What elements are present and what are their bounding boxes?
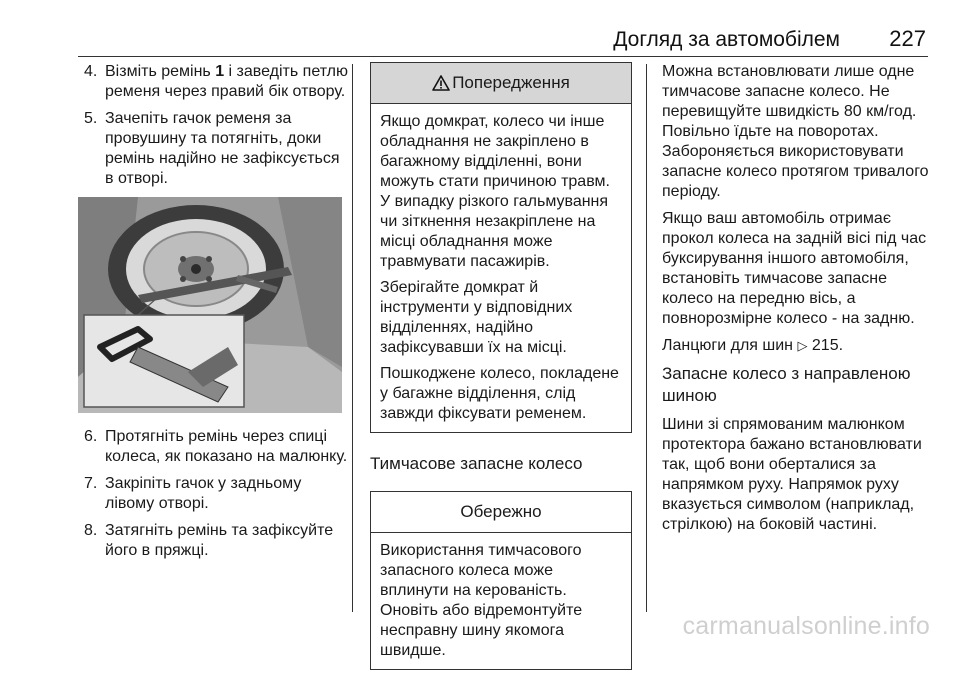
cross-reference [662, 336, 930, 356]
step-item [78, 427, 348, 467]
header-rule [78, 56, 928, 57]
step-text: і заведіть петлю ременя через правий бік отвору. [105, 63, 348, 100]
reference-text: Ланцюги для шин [662, 337, 798, 354]
step-item [78, 62, 348, 102]
warning-triangle-icon [432, 75, 450, 91]
page-header [0, 0, 960, 58]
column-divider-1 [352, 64, 353, 612]
section-title-temporary-spare: Тимчасове запасне колесо [370, 454, 583, 473]
step-text: Протягніть ремінь через спиці колеса, як показано на малюнку. [105, 428, 348, 465]
warning-paragraph: Пошкоджене колесо, покладене у багажне відділення, слід завжди фіксувати ременем. [380, 365, 619, 422]
caution-box-header [371, 492, 631, 533]
reference-page: 215. [807, 337, 844, 354]
watermark: carmanualsonline.info [682, 612, 930, 640]
step-number: 5. [84, 110, 98, 127]
paragraph: Шини зі спрямованим малюнком протектора бажано встановлювати так, щоб вони оберталися за напрямком руху. Напрямок руху вказується символом (наприклад, стрілкою) на боковій частині. [662, 416, 922, 533]
paragraph: Якщо ваш автомобіль отримає прокол колеса на задній вісі під час буксирування іншого автомобіля, встановіть тимчасове запасне колесо на передню вісь, а повнорозмірне колесо - на задню. [662, 210, 927, 327]
warning-body [371, 104, 631, 432]
warning-paragraph: Зберігайте домкрат й інструменти у відповідних відділеннях, надійно зафіксувавши їх на місці. [380, 279, 573, 356]
warning-paragraph: Якщо домкрат, колесо чи інше обладнання не закріплено в багажному відділенні, вони можуть стати причиною травм. У випадку різкого гальмування чи зіткнення незакріплене на місці обладнання може травмувати пасажирів. [380, 113, 610, 270]
page-reference-arrow-icon: ▷ [797, 338, 808, 353]
step-number: 6. [84, 428, 98, 445]
step-item [78, 521, 348, 561]
step-text: Затягніть ремінь та зафіксуйте його в пряжці. [105, 522, 334, 559]
paragraph: Можна встановлювати лише одне тимчасове запасне колесо. Не перевищуйте швидкість 80 км/год. Повільно їдьте на поворотах. Забороняється використовувати запасне колесо протягом тривалого періоду. [662, 63, 929, 200]
step-text: Візміть ремінь [105, 63, 216, 80]
step-number: 8. [84, 522, 98, 539]
header-title: Догляд за автомобілем [613, 28, 840, 51]
step-number: 7. [84, 475, 98, 492]
caution-paragraph: Використання тимчасового запасного колеса може вплинути на керованість. Оновіть або відремонтуйте несправну шину якомога швидше. [380, 542, 583, 659]
column-left [78, 62, 348, 568]
column-middle [370, 62, 632, 690]
column-right [662, 62, 930, 542]
step-text: Закріпіть гачок у задньому лівому отворі. [105, 475, 302, 512]
caution-title: Обережно [460, 502, 542, 521]
column-divider-2 [646, 64, 647, 612]
spare-wheel-strap-illustration [78, 197, 342, 413]
step-item [78, 109, 348, 189]
page-number: 227 [889, 26, 926, 51]
caution-box [370, 491, 632, 670]
steps-list-bottom [78, 427, 348, 561]
step-number: 4. [84, 63, 98, 80]
warning-box [370, 62, 632, 433]
warning-title: Попередження [452, 73, 570, 92]
caution-body [371, 533, 631, 669]
step-text: Зачепіть гачок ременя за провушину та потягніть, доки ремінь надійно не зафіксується в отворі. [105, 110, 340, 187]
steps-list-top [78, 62, 348, 189]
section-title-directional-tyre: Запасне колесо з направленою шиною [662, 364, 911, 405]
step-item [78, 474, 348, 514]
step-callout: 1 [215, 63, 225, 80]
warning-box-header [371, 63, 631, 104]
